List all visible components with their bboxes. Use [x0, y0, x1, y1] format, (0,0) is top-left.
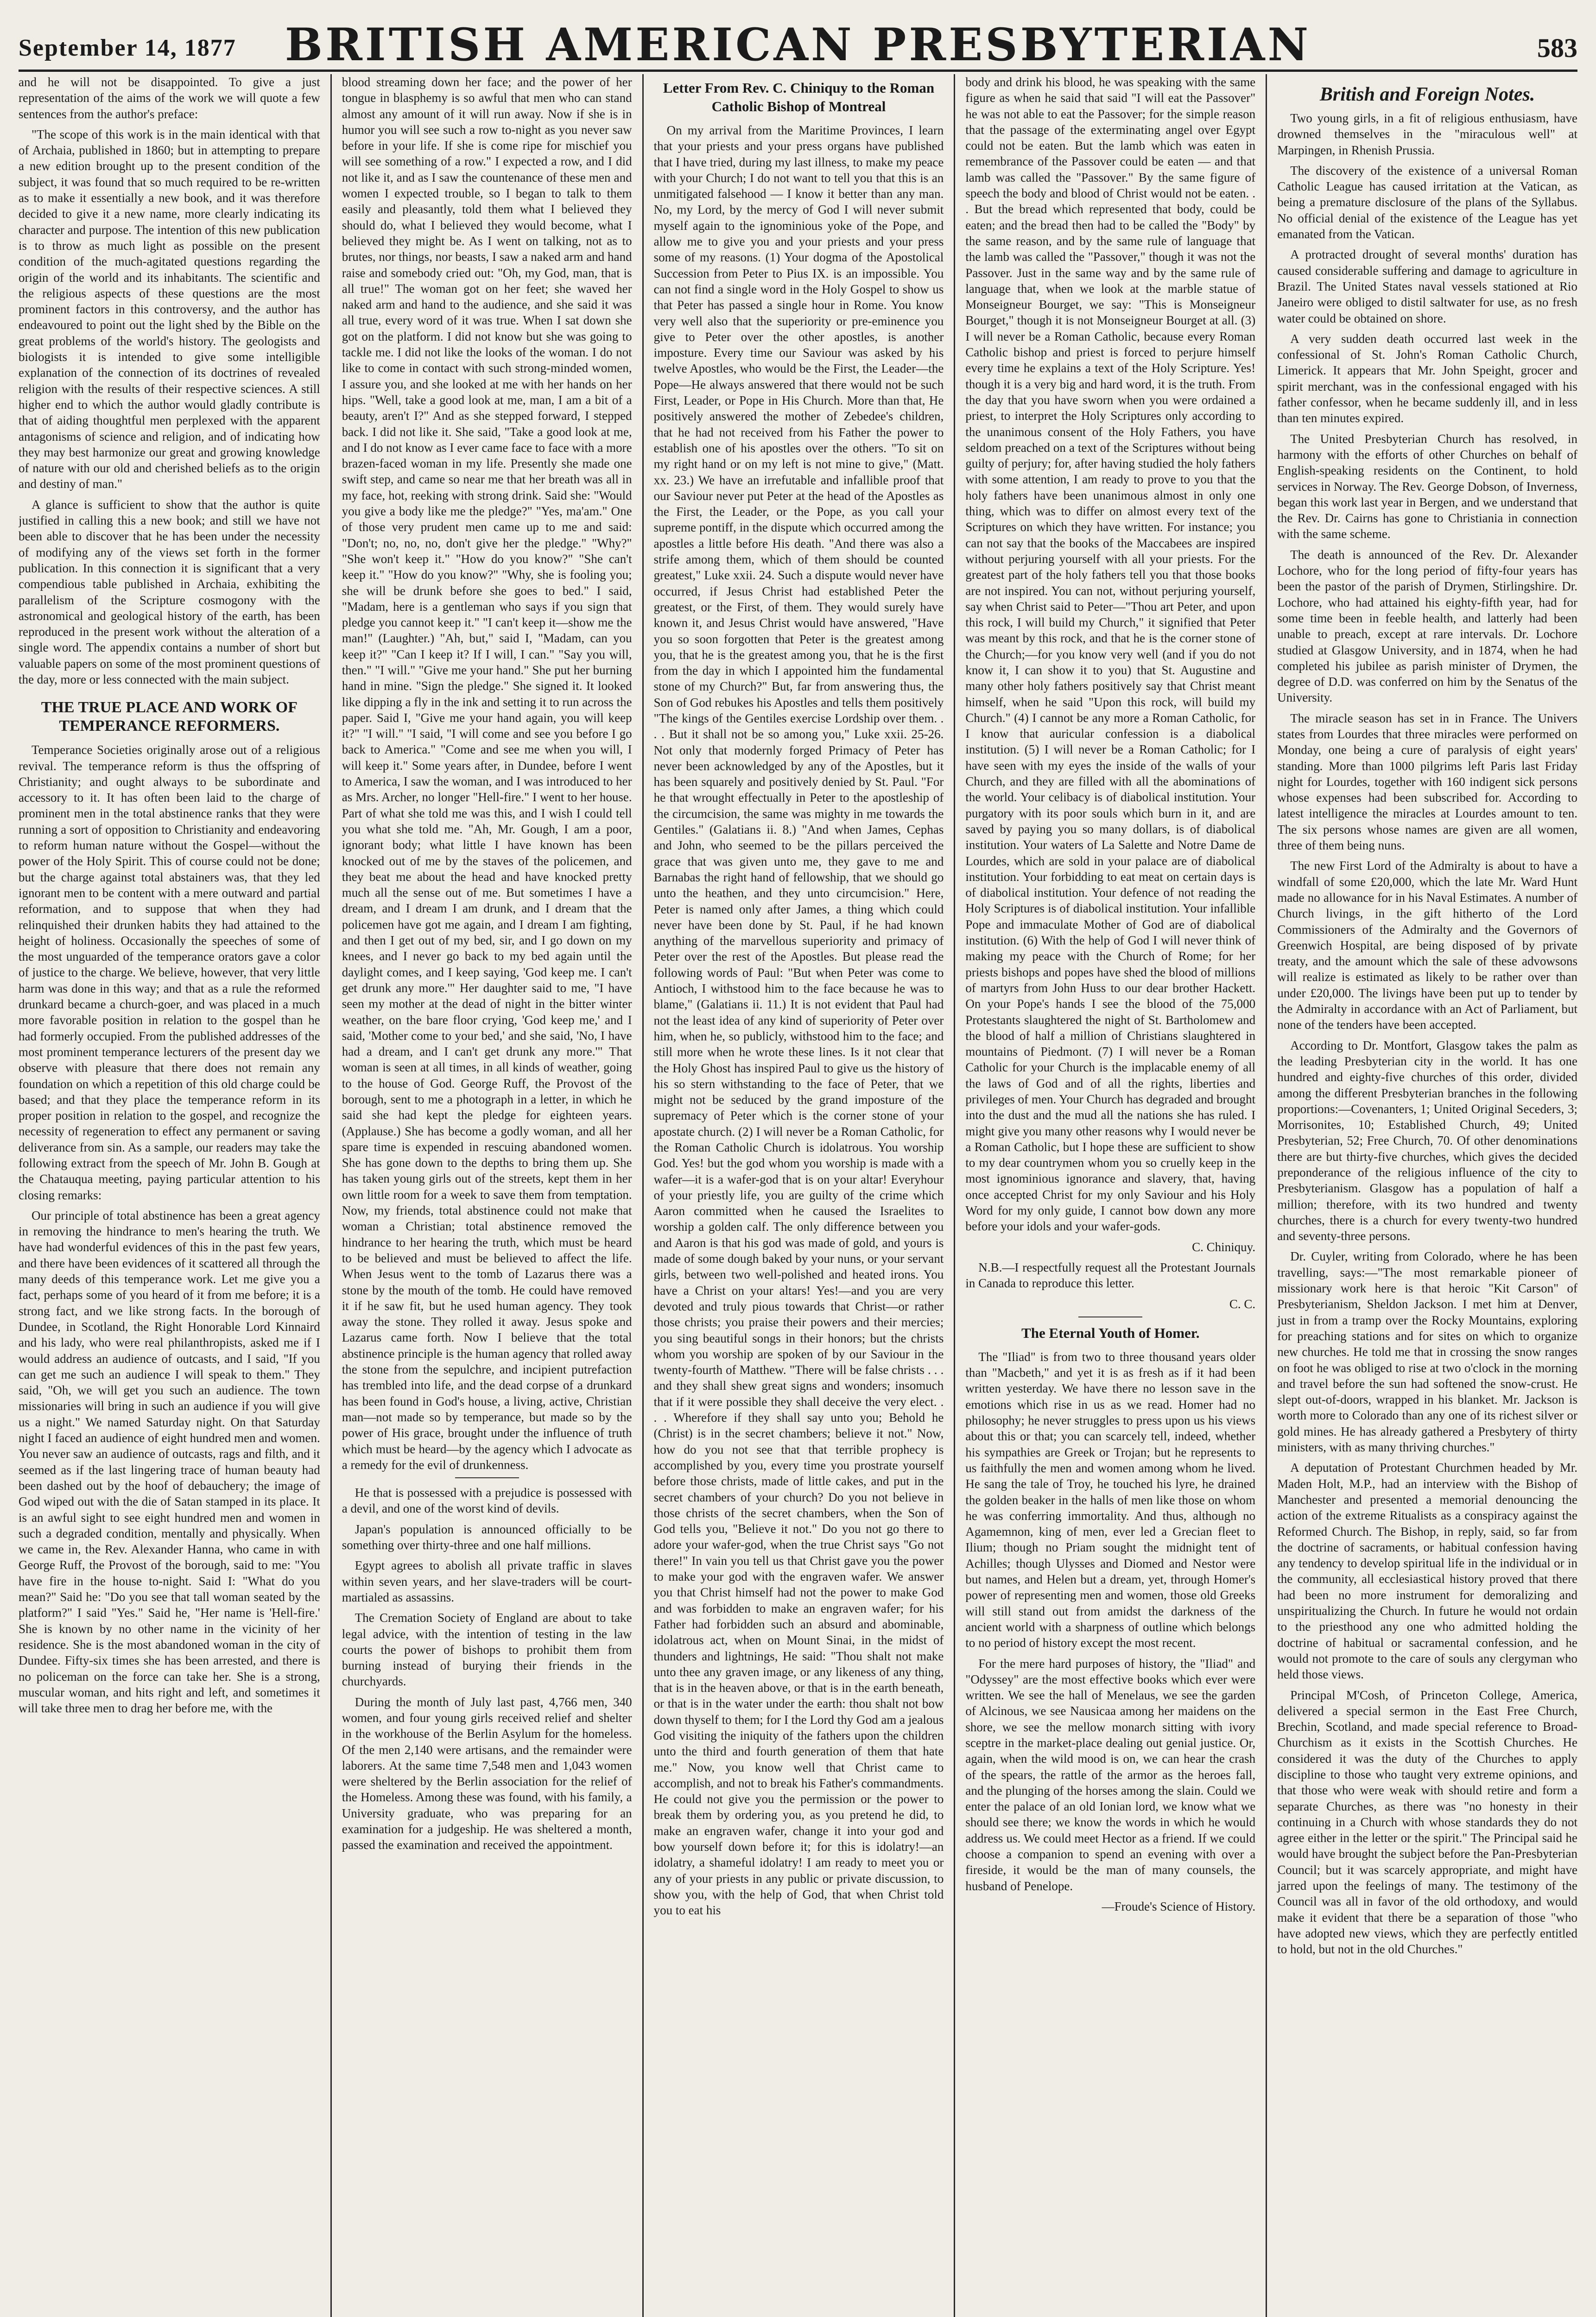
- news-item: The Cremation Society of England are about to take legal advice, with the intention of testing in the law courts the power of bishops to prohibit them from burning instead of burying their friends in the churchyards.: [342, 1611, 632, 1689]
- news-item: The new First Lord of the Admiralty is about to have a windfall of some £20,000, which the late Mr. Ward Hunt made no allowance for in his Naval Estimates. A number of Church livings, in the gift hitherto of the Lord Commissioners of the Admiralty and the Governors of Greenwich Hospital, are being disposed of by private treaty, and the amount which the sale of these advowsons will realize is estimated as likely to be rather over than under £20,000. The livings have been put up to tender by the Admiralty in accordance with an Act of Parliament, but none of the tenders have been accepted.: [1277, 859, 1577, 1032]
- newspaper-title: BRITISH AMERICAN PRESBYTERIAN: [285, 19, 1311, 71]
- news-item: A very sudden death occurred last week in the confessional of St. John's Roman Catholic Church, Limerick. It appears that Mr. John Speight, grocer and spirit merchant, was in the confessional engaged with his father confessor, when he became suddenly ill, and in less than ten minutes expired.: [1277, 331, 1577, 425]
- article-paragraph: Our principle of total abstinence has been a great agency in removing the hindrance to men's hearing the truth. We have had wonderful evidences of this in the past few years, and there have been evidences of it scattered all through the many deeds of this temperance work. Let me give you a fact, perhaps some of you heard of it from me before; it is a strong fact, and we like strong facts. In the borough of Dundee, in Scotland, the Right Honorable Lord Kinnaird and his lady, who were real philanthropists, asked me if I would address an audience of outcasts, and I said, "If you can get me such an audience I will speak to them." They said, "Oh, we will get you such an audience. The town missionaries will bring in such an audience if you will give us a night." We named Saturday night. On that Saturday night I faced an audience of eight hundred men and women. You never saw an audience of outcasts, rags and filth, and it seemed as if the last lingering trace of human beauty had been dashed out by the hoof of debauchery; the image of God wiped out with the die of Satan stamped in its place. It is an awful sight to see eight hundred men and women in such a degraded condition, mentally and physically. When we came in, the Rev. Alexander Hanna, who came in with George Ruff, the Provost of the borough, said to me: "You have fire in the house to-night. Said I: "What do you mean?" Said he: "Do you see that tall woman seated by the platform?" I said "Yes." Said he, "Her name is 'Hell-fire.' She is known by no other name in the vicinity of her residence. She is the most abandoned woman in the city of Dundee. Fifty-six times she has been arrested, and there is no policeman on the force can take her. She is a strong, muscular woman, and hits right and left, and sometimes it will take three men to drag her before me, with the: [19, 1208, 320, 1716]
- foreign-notes-headline: British and Foreign Notes.: [1319, 84, 1535, 105]
- temperance-headline: THE TRUE PLACE AND WORK OF TEMPERANCE REFORMERS.: [41, 699, 298, 735]
- article-paragraph: The "Iliad" is from two to three thousand years older than "Macbeth," and yet it is as fresh as if it had been written yesterday. We have there no lesson save in the emotions which rise in us as we read. Homer had no philosophy; he never struggles to press upon us his views about this or that; you can scarcely tell, indeed, whether his sympathies are Greek or Trojan; but he represents to us faithfully the men and women among whom he lived. He sang the tale of Troy, he touched his lyre, he drained the golden beaker in the halls of men like those on whom he was conferring immortality. And thus, although no Agamemnon, king of men, ever led a Grecian fleet to Ilium; though no Priam sought the midnight tent of Achilles; though Ulysses and Diomed and Nestor were but names, and Helen but a dream, yet, through Homer's power of representing men and women, those old Greeks will still stand out from amidst the darkness of the ancient world with a sharpness of outline which belongs to no period of history except the most recent.: [965, 1349, 1256, 1650]
- news-item: According to Dr. Montfort, Glasgow takes the palm as the leading Presbyterian city in the world. It has one hundred and eighty-five churches of this order, divided among the different Presbyterian branches in the following proportions:—Covenanters, 1; United Original Seceders, 3; Morrisonites, 10; Established Church, 49; United Presbyterian, 52; Free Church, 70. Of other denominations there are but thirty-five churches, which gives the decided preponderance of the religious influence of the city to Presbyterianism. Glasgow has a population of half a million; therefore, with its two hundred and twenty churches, there is a church for every twenty-two hundred and seventy-three persons.: [1277, 1038, 1577, 1243]
- column-4: [954, 74, 1266, 2317]
- article-paragraph: "The scope of this work is in the main identical with that of Archaia, published in 1860; but in attempting to prepare a new edition brought up to the present condition of the subject, it was found that so much required to be re-written as to make it essentially a new book, and it was therefore decided to give it a new name, more clearly indicating its character and purpose. The intention of this new publication is to throw as much light as possible on the present condition of the much-agitated questions regarding the origin of the world and its inhabitants. The scientific and the religious aspects of these questions are the most prominent factors in this controversy, and the author has endeavoured to point out the light shed by the Bible on the great problems of the world's history. The geologists and biologists it is intended to give some intelligible explanation of the connection of its doctrines of revealed religion with the results of their respective sciences. A still higher end to which the author would gladly contribute is that of aiding thoughtful men perplexed with the apparent antagonisms of science and religion, and of indicating how they may best harmonize our great and growing knowledge of nature with our old and cherished beliefs as to the origin and destiny of man.": [19, 127, 320, 491]
- article-paragraph: A glance is sufficient to show that the author is quite justified in calling this a new book; and still we have not been able to discover that he has been under the necessity of modifying any of the views set forth in the former publication. In this connection it is significant that a very compendious table published in Archaia, exhibiting the parallelism of the Scripture cosmogony with the astronomical and geological history of the earth, has been reproduced in the present work without the alteration of a single word. The appendix contains a number of short but valuable papers on some of the most prominent questions of the day, more or less connected with the main subject.: [19, 497, 320, 686]
- article-paragraph: On my arrival from the Maritime Provinces, I learn that your priests and your press organs have published that I have tried, during my last illness, to make my peace with your Church; I do not want to tell you that this is an unmitigated falsehood — I know it better than any man. No, my Lord, by the mercy of God I will never submit myself again to the ignominious yoke of the Pope, and allow me to give you and your priests and your press some of my reasons. (1) Your dogma of the Apostolical Succession from Peter to Pius IX. is an impossible. You can not find a single word in the Holy Gospel to show us that Peter has passed a single hour in Rome. You know very well also that the superiority or pre-eminence you give to Peter over the other apostles, is another imposture. Every time our Saviour was asked by his twelve Apostles, who would be the First, the Leader—the Pope—He always answered that there would not be such First, Leader, or Pope in His Church. More than that, He positively answered the mother of Zebedee's children, that he had not received from his Father the power to establish one of his apostles over the others. "To sit on my right hand or on my left is not mine to give," (Matt. xx. 23.) We have an irrefutable and infallible proof that our Saviour never put Peter at the head of the Apostles as the First, the Leader, or the Pope, as you call your supreme pontiff, in the dispute which occurred among the apostles a little before His death. "And there was also a strife among them, which of them should be counted greatest," Luke xxii. 24. Such a dispute would never have occurred, if Jesus Christ had established Peter the greatest, or the First, of them. They would surely have known it, and Jesus Christ would have answered, "Have you so soon forgotten that Peter is the greatest among you, that he is the greatest among you, that he is the first from the day in which I appointed him the fundamental stone of my Church?" But, far from answering thus, the Son of God rebukes his Apostles and tells them positively "The kings of the Gentiles exercise Lordship over them. . . . But it shall not be so among you," Luke xxii. 25-26. Not only that modernly forged Primacy of Peter has never been acknowledged by any of the Apostles, but it has been squarely and positively denied by St. Paul. "For he that wrought effectually in Peter to the apostleship of the circumcision, the same was mighty in me towards the Gentiles." (Galatians ii. 8.) "And when James, Cephas and John, who seemed to be the pillars perceived the grace that was given unto me, they gave to me and Barnabas the right hand of fellowship, that we should go unto the heathen, and they unto circumcision." Here, Peter is named only after James, a thing which could never have been done by St. Paul, if he had known anything of the marvellous superiority and primacy of Peter over the rest of the Apostles. But please read the following words of Paul: "But when Peter was come to Antioch, I withstood him to the face because he was to blame," (Galatians ii. 11.) It is not evident that Paul had not the least idea of any kind of superiority of Peter over him, when he, so publicly, withstood him to the face; and still more when he wrote these lines. Is it not clear that the Holy Ghost has inspired Paul to give us the history of his so stern withstanding to the face of Peter, that we might not be seduced by the grand imposture of the supremacy of Peter which is the corner stone of your apostate church. (2) I will never be a Roman Catholic, for the Roman Catholic Church is idolatrous. You worship God. Yes! but the god whom you worship is made with a wafer—it is a wafer-god that is on your altar! Everyhour of your priestly life, you are guilty of the crime which Aaron committed when he caused the Israelites to worship a golden calf. The only difference between you and Aaron is that his god was made of gold, and yours is made of some dough baked by your nuns, or your servant girls, between two well-polished and heated irons. You have a Christ on your altars! Yes!—and you are very devoted and truly pious towards that Christ—or rather those christs; you praise their powers and their mercies; you sing beautiful songs in their honors; but the christs whom you worship are spoken of by our Saviour in the twenty-fourth of Matthew. "There will be false christs . . . and they shall shew great signs and wonders; insomuch that if it were possible they shall deceive the very elect. . . . Wherefore if they shall say unto you; Behold he (Christ) is in the secret chambers; believe it not." Now, how do you not see that that terrible prophecy is accomplished by you, every time you prostrate yourself before those christs, made of little cakes, and put in the secret chambers of your church? Do you not believe in those christs of the secret chambers, when the Son of God tells you, "Believe it not." Do you not go there to adore your wafer-god, when the true Christ says "Go not there!" In vain you tell us that Christ gave you the power to make your god with the engraven wafer. We answer you that Christ himself had not the power to make God and was forbidden to make an engraven wafer; for his Father had forbidden such an absurd and abominable, idolatrous act, when on Mount Sinai, in the midst of thunders and lightnings, He said: "Thou shalt not make unto thee any graven image, or any likeness of any thing, that is in the heaven above, or that is in the earth beneath, or that is in the water under the earth: thou shalt not bow down thyself to them; for I the Lord thy God am a jealous God visiting the iniquity of the fathers upon the children unto the third and fourth generation of them that hate me." Now, you know well that Christ came to accomplish, and not to break his Father's commandments. He could not give you the permission or the power to break them by ordering you, as you pretend he did, to make an engraven wafer, change it into your god and bow yourself down before it; for this is idolatry!—an idolatry, a shameful idolatry! I am ready to meet you or any of your priests in any public or private discussion, to show you, with the help of God, that when Christ told you to eat his: [653, 123, 944, 1918]
- news-item: The discovery of the existence of a universal Roman Catholic League has caused irritation at the Vatican, as being a premature disclosure of the plans of the Syllabus. No official denial of the existence of the League has yet emanated from the Vatican.: [1277, 163, 1577, 241]
- column-5: [1266, 74, 1577, 2317]
- divider: [455, 1477, 519, 1478]
- column-1: [19, 74, 330, 2317]
- article-paragraph: body and drink his blood, he was speaking with the same figure as when he said that said "I will eat the Passover" he was not able to eat the Passover; for the simple reason that the passage of the exterminating angel over Egypt could not be eaten. But the lamb which was eaten in remembrance of the Passover could be eaten — and that lamb was called the "Passover." By the same figure of speech the body and blood of Christ would not be eaten. . . But the bread which represented that body, could be eaten; and the bread then had to be called the "Body" by the same reason, and by the same rule of language that the lamb was called the "Passover," though it was not the Passover. Just in the same way and by the same rule of language that, when we look at the marble statue of Monseigneur Bourget, we say: "This is Monseigneur Bourget," though it is not Monseigneur Bourget at all. (3) I will never be a Roman Catholic, because every Roman Catholic bishop and priest is forced to perjure himself every time he explains a text of the Holy Scripture. Yes! though it is a very big and hard word, it is the truth. From the day that you have sworn when you were ordained a priest, to interpret the Holy Scriptures only according to the unanimous consent of the Holy Fathers, you have seldom preached on a text of the Scriptures without being guilty of perjury; for, after having studied the holy fathers with some attention, I am ready to prove to you that the holy fathers have been unanimous almost in only one thing, which was to differ on almost every text of the Scriptures on which they have written. For instance; you can not say that the books of the Maccabees are inspired without perjuring yourself with all your priests. For the greatest part of the holy fathers tell you that those books are not inspired. You can not, without perjuring yourself, say when Christ said to Peter—"Thou art Peter, and upon this rock, I will build my Church," it signified that Peter was meant by this rock, and that he is the corner stone of the Church;—for you know very well (and if you do not know it, I can show it to you) that St. Augustine and many other holy fathers positively say that Christ meant himself, when he said "Upon this rock, will build my Church." (4) I cannot be any more a Roman Catholic, for I know that auricular confession is a diabolical institution. (5) I will never be a Roman Catholic; for I have seen with my eyes the inside of the walls of your Church, and they are filled with all the abominations of the world. Your celibacy is of diabolical institution. Your purgatory with its poor souls which burn in it, and are saved by paying you so many dollars, is of diabolical institution. Your waters of La Salette and Notre Dame de Lourdes, which are sold in your palace are of diabolical institution. Your forbidding to eat meat on certain days is of diabolical institution. Your defence of not reading the Holy Scriptures is of diabolical institution. Your infallible Pope and immaculate Mother of God are of diabolical institution. (6) With the help of God I will never think of making my peace with the Church of Rome; for her priests bishops and popes have shed the blood of millions of martyrs from John Huss to our dear brother Hackett. On your Pope's hands I see the blood of the 75,000 Protestants slaughtered the night of St. Bartholomew and the blood of half a million of Christians slaughtered in mountains of Piedmont. (7) I will never be a Roman Catholic for your Church is the implacable enemy of all the laws of God and of all the rights, liberties and privileges of men. Your Church has degraded and brought into the dust and the mud all the nations she has ruled. I might give you many other reasons why I would never be a Roman Catholic, but I hope these are sufficient to show to my dear countrymen whom you so cruelly keep in the most ignominious ignorance and slavery, that, having once accepted Christ for my only Saviour and his Holy Word for my only guide, I cannot bow down any more before your idols and your wafer-gods.: [965, 75, 1256, 1234]
- news-item: Japan's population is announced officially to be something over thirty-three and one half millions.: [342, 1522, 632, 1552]
- postscript-signature: C. C.: [1229, 1297, 1256, 1311]
- letter-signature: C. Chiniquy.: [1192, 1240, 1256, 1254]
- masthead: [19, 14, 1577, 72]
- postscript: N.B.—I respectfully request all the Protestant Journals in Canada to reproduce this letter.: [965, 1260, 1256, 1291]
- page-number: 583: [1537, 33, 1577, 63]
- issue-date: September 14, 1877: [19, 35, 236, 61]
- news-item: A deputation of Protestant Churchmen headed by Mr. Maden Holt, M.P., had an interview with the Bishop of Manchester and presented a memorial denouncing the action of the extreme Ritualists as a conspiracy against the Reformed Church. The Bishop, in reply, said, so far from the doctrine of sacraments, or habitual confession having any tendency to develop spiritual life in the individual or in the community, all ecclesiastical history proved that there had been no more instrument for demoralizing and unspiritualizing the Church. In future he would not ordain to the priesthood any one who admitted holding the doctrine of habitual or sacramental confession, and he would not promote to the care of souls any clergyman who held those views.: [1277, 1461, 1577, 1682]
- news-item: Principal M'Cosh, of Princeton College, America, delivered a special sermon in the East Free Church, Brechin, Scotland, and made special reference to Broad-Churchism as it exists in the Scottish Churches. He considered it was the duty of the Churches to apply discipline to those who taught very extreme opinions, and that those who were weak with should retire and form a separate Churches, as there was "no honesty in their continuing in a Church with whose standards they do not agree either in the letter or the spirit." The Principal said he would have brought the subject before the Pan-Presbyterian Council; but it was scarcely appropriate, and might have jarred upon the feelings of many. The testimony of the Council was all in favor of the old orthodoxy, and would make it evident that there be a separation of those "who have adopted new views, which they are perfectly entitled to hold, but not in the old Churches.": [1277, 1688, 1577, 1956]
- article-paragraph: Temperance Societies originally arose out of a religious revival. The temperance reform is thus the offspring of Christianity; and ought always to be subordinate and accessory to it. It has often been laid to the charge of prominent men in the total abstinence ranks that they were running a sort of opposition to Christianity and endeavoring to reform human nature without the Gospel—without the power of the Holy Spirit. This of course could not be done; but the charge against total abstainers was, that they led ignorant men to be content with a mere outward and partial reformation, and to suppose that when they had relinquished their drunken habits they had attained to the height of holiness. Occasionally the speeches of some of the most unguarded of the temperance orators gave a color of justice to the charge. We believe, however, that very little harm was done in this way; and that as a rule the reformed drunkard became a church-goer, and was placed in a much more favorable position in relation to the gospel than he had formerly occupied. From the published addresses of the most prominent temperance lecturers of the present day we observe with pleasure that there does not remain any foundation on which a repetition of this old charge could be based; and that they place the temperance reform in its proper position in relation to the gospel, and recognize the necessity of regeneration to effect any permanent or saving deliverance from sin. As a sample, our readers may take the following extract from the speech of Mr. John B. Gough at the Chatauqua meeting, paying particular attention to his closing remarks:: [19, 743, 320, 1202]
- news-item: The miracle season has set in in France. The Univers states from Lourdes that three miracles were performed on Monday, one being a cure of paralysis of eight years' standing. More than 1000 pilgrims left Paris last Friday night for Lourdes, together with 160 indigent sick persons whose expenses had been subscribed for. According to latest intelligence the miracles at Lourdes amount to ten. The six persons whose names are given are all women, three of them being nuns.: [1277, 711, 1577, 853]
- homer-headline: The Eternal Youth of Homer.: [1021, 1324, 1200, 1341]
- attribution: —Froude's Science of History.: [1102, 1899, 1256, 1913]
- article-paragraph: For the mere hard purposes of history, the "Iliad" and "Odyssey" are the most effective books which ever were written. We see the hall of Menelaus, we see the garden of Alcinous, we see Nausicaa among her maidens on the shore, we see the mellow monarch sitting with ivory sceptre in the market-place dealing out genial justice. Or, again, when the wild mood is on, we can hear the crash of the spears, the rattle of the armor as the heroes fall, and the plunging of the horses among the slain. Could we enter the palace of an old Ionian lord, we know what we should see there; we know the words in which he would address us. We could meet Hector as a friend. If we could choose a companion to spend an evening with over a fireside, it would be the man of many counsels, the husband of Penelope.: [965, 1656, 1256, 1893]
- news-item: Egypt agrees to abolish all private traffic in slaves within seven years, and her slave-traders will be court-martialed as assassins.: [342, 1558, 632, 1604]
- article-paragraph: and he will not be disappointed. To give a just representation of the aims of the work we will quote a few sentences from the author's preface:: [19, 75, 320, 121]
- news-item: A protracted drought of several months' duration has caused considerable suffering and damage to agriculture in Brazil. The United States naval vessels stationed at Rio Janeiro were obliged to distil saltwater for use, as no fresh water could be obtained on shore.: [1277, 247, 1577, 325]
- column-3: [642, 74, 954, 2317]
- news-item: The death is announced of the Rev. Dr. Alexander Lochore, who for the long period of fifty-four years has been the pastor of the parish of Drymen, Stirlingshire. Dr. Lochore, who had attained his eighty-fifth year, had for some time been in feeble health, and latterly had been unable to preach, except at rare intervals. Dr. Lochore studied at Glasgow University, and in 1874, when he had completed his jubilee as parish minister of Drymen, the degree of D.D. was conferred on him by the Senatus of the University.: [1277, 547, 1577, 705]
- news-item: During the month of July last past, 4,766 men, 340 women, and four young girls received relief and shelter in the workhouse of the Berlin Asylum for the homeless. Of the men 2,140 were artisans, and the remainder were laborers. At the same time 7,548 men and 1,043 women were sheltered by the Berlin association for the relief of the Homeless. Among these was found, with his family, a University graduate, who was preparing for an examination for a judgeship. He was sheltered a month, passed the examination and received the appointment.: [342, 1695, 632, 1852]
- column-2: [330, 74, 642, 2317]
- columns: [19, 74, 1577, 2317]
- news-item: Two young girls, in a fit of religious enthusiasm, have drowned themselves in the "miraculous well" at Marpingen, in Rhenish Prussia.: [1277, 111, 1577, 157]
- news-item: Dr. Cuyler, writing from Colorado, where he has been travelling, says:—"The most remarkable pioneer of missionary work here is that heroic "Kit Carson" of Presbyterianism, Sheldon Jackson. I met him at Denver, just in from a tramp over the Rocky Mountains, exploring for preaching stations and for sites on which to organize new churches. He told me that in crossing the snow ranges on foot he was obliged to rise at two o'clock in the morning and travel before the sun had softened the snow-crust. He slept out-of-doors, wrapped in his blanket. Mr. Jackson is worth more to Colorado than any one of its richest silver or gold mines. He has already gathered a Presbytery of thirty ministers, with as many thriving churches.": [1277, 1249, 1577, 1455]
- news-item: The United Presbyterian Church has resolved, in harmony with the efforts of other Churches on behalf of English-speaking residents on the Continent, to hold services in Norway. The Rev. George Dobson, of Inverness, began this work last year in Bergen, and we understand that the Rev. Dr. Cairns has gone to Christiania in connection with the same scheme.: [1277, 431, 1577, 541]
- news-item: He that is possessed with a prejudice is possessed with a devil, and one of the worst kind of devils.: [342, 1486, 632, 1516]
- chiniquy-letter-headline: Letter From Rev. C. Chiniquy to the Roman Catholic Bishop of Montreal: [663, 80, 935, 114]
- article-paragraph: blood streaming down her face; and the power of her tongue in blasphemy is so awful that men who can stand almost any amount of it will run away. Now if she is in humor you will see such a row to-night as you never saw before in your life. If she is come ripe for mischief you will see something of a row." I expected a row, and I did not like it, and as I saw the countenance of these men and women I expected trouble, so I began to talk to them easily and pleasantly, told them what I believed they should do, what I believed they would become, what I believed they might be. As I went on talking, not as to brutes, nor things, nor beasts, I saw a naked arm and hand raise and somebody cried out: "Oh, my God, man, that is all true!" The woman got on her feet; she waved her naked arm and hand to the audience, and she said it was all true, every word of it was true. When I sat down she got on the platform. I did not know but she was going to tackle me. I did not like the looks of the woman. I do not like to come in contact with such strong-minded women, I assure you, and she looked at me with her hands on her hips. "Well, take a good look at me, man, I am a bit of a beauty, aren't I?" And as she stepped forward, I stepped back. I did not like it. She said, "Take a good look at me, and I do not know as I ever came face to face with a more brazen-faced woman in my life. Presently she made one swift step, and came so near me that her breath was all in my face, hot, reeking with strong drink. Said she: "Would you give a body like me the pledge?" "Yes, ma'am." One of those very prudent men came up to me and said: "Don't; no, no, no, don't give her the pledge." "Why?" "She won't keep it." "How do you know?" "She can't keep it." "How do you know?" "Why, she is fooling you; she will be drunk before she goes to bed." I said, "Madam, here is a gentleman who says if you sign that pledge you cannot keep it." "I can't keep it—show me the man!" (Laughter.) "Ah, but," said I, "Madam, can you keep it?" "Can I keep it? If I will, I can." "Say you will, then." "I will." "Give me your hand." She put her burning hand in mine. "Sign the pledge." She signed it. It looked like dipping a fly in the ink and setting it to run across the paper. Said I, "Give me your hand again, you will keep it?" "I will." "I said, "I will come and see you before I go back to America." "Come and see me when you will, I will keep it." Some years after, in Dundee, before I went to America, I saw the woman, and I was introduced to her as Mrs. Archer, no longer "Hell-fire." I went to her house. Part of what she told me was this, and I wish I could tell you what she told me. "Ah, Mr. Gough, I am a poor, ignorant body; what little I have known has been knocked out of me by the staves of the policemen, and they beat me about the head and have knocked pretty much all the sense out of me. But sometimes I have a dream, and I dream I am drunk, and I dream that the policemen have got me again, and I dream I am fighting, and then I get out of my bed, sir, and I go down on my knees, and I never go back to my bed again until the daylight comes, and I keep saying, 'God keep me. I can't get drunk any more.'" Her daughter said to me, "I have seen my mother at the dead of night in the bitter winter weather, on the bare floor crying, 'God keep me,' and I said, 'Mother come to your bed,' and she said, 'No, I have had a dream, and I can't get drunk any more.'" That woman is seen at all times, in all kinds of weather, going to the house of God. George Ruff, the Provost of the borough, sent to me a photograph in a letter, in which he said she had kept the pledge for eighteen years. (Applause.) She has become a godly woman, and all her spare time is expended in rescuing abandoned women. She has gone down to the depths to bring them up. She has taken young girls out of the streets, kept them in her own little room for a week to save them from temptation. Now, my friends, total abstinence could not make that woman a Christian; total abstinence removed the hindrance to her hearing the truth, which must be heard to be believed and must be believed to affect the life. When Jesus went to the tomb of Lazarus there was a stone by the mouth of the tomb. He could have removed it if he saw fit, but he used human agency. They took away the stone. They rolled it away. Jesus spoke and Lazarus came forth. Now I believe that the total abstinence principle is the human agency that rolled away the stone from the sepulchre, and incipient putrefaction has trembled into life, and the dead corpse of a drunkard has been found in God's house, a living, active, Christian man—not made so by temperance, but made so by the power of His grace, brought under the influence of truth which must be heard—by the agency which I advocate as a remedy for the evil of drunkenness.: [342, 75, 632, 1472]
